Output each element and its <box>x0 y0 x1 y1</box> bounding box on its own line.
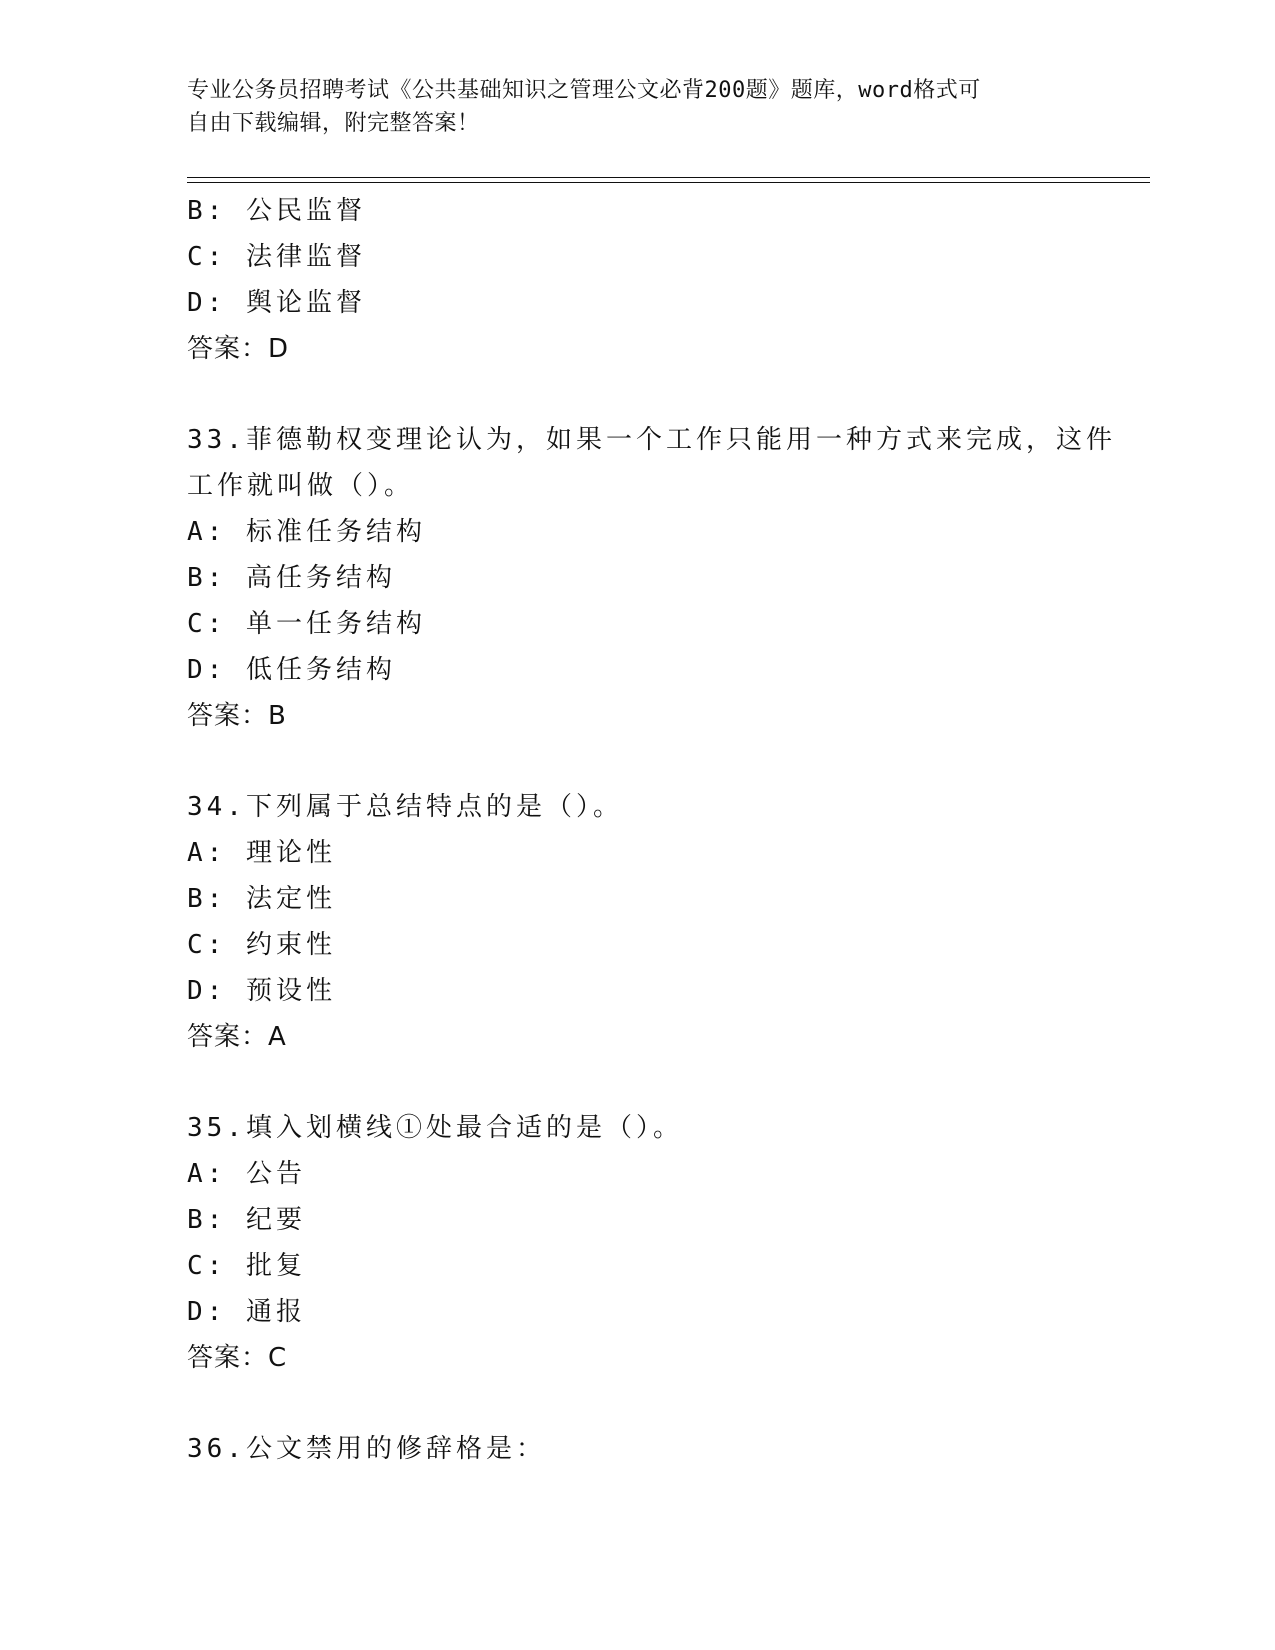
option-b: B: 公民监督 <box>187 196 366 226</box>
answer: 答案：A <box>187 1022 287 1052</box>
spacer <box>187 372 1087 417</box>
spacer <box>187 739 1087 784</box>
option-b: B: 法定性 <box>187 884 336 914</box>
question-text-line-2: 工作就叫做（）。 <box>187 471 415 501</box>
header-rule-bottom <box>187 182 1150 183</box>
header-line-1: 专业公务员招聘考试《公共基础知识之管理公文必背200题》题库，word格式可 <box>187 78 981 103</box>
option-d: D: 通报 <box>187 1297 306 1327</box>
option-a: A: 标准任务结构 <box>187 517 426 547</box>
answer: 答案：B <box>187 701 287 731</box>
option-b: B: 纪要 <box>187 1205 306 1235</box>
option-c: C: 单一任务结构 <box>187 609 426 639</box>
option-c: C: 约束性 <box>187 930 336 960</box>
question-list <box>187 188 1116 1472</box>
question-32-continued <box>187 188 1087 372</box>
option-d: D: 低任务结构 <box>187 655 396 685</box>
answer: 答案：D <box>187 334 290 364</box>
question-33 <box>187 417 1116 739</box>
spacer <box>187 1060 1087 1105</box>
question-36 <box>187 1426 1087 1472</box>
spacer <box>187 1381 1087 1426</box>
option-d: D: 预设性 <box>187 976 336 1006</box>
question-text-line-1: 36.公文禁用的修辞格是： <box>187 1434 546 1464</box>
header-rule-top <box>187 177 1150 178</box>
document-header <box>187 74 1087 140</box>
question-text-line-1: 34.下列属于总结特点的是（）。 <box>187 792 623 822</box>
option-c: C: 批复 <box>187 1251 306 1281</box>
question-35 <box>187 1105 1087 1381</box>
question-text-line-1: 35.填入划横线①处最合适的是（）。 <box>187 1113 683 1143</box>
option-a: A: 公告 <box>187 1159 306 1189</box>
header-line-2: 自由下载编辑，附完整答案！ <box>187 111 480 136</box>
option-b: B: 高任务结构 <box>187 563 396 593</box>
answer: 答案：C <box>187 1343 288 1373</box>
question-text-line-1: 33.菲德勒权变理论认为，如果一个工作只能用一种方式来完成，这件 <box>187 425 1116 455</box>
option-a: A: 理论性 <box>187 838 336 868</box>
option-c: C: 法律监督 <box>187 242 366 272</box>
question-34 <box>187 784 1087 1060</box>
option-d: D: 舆论监督 <box>187 288 366 318</box>
